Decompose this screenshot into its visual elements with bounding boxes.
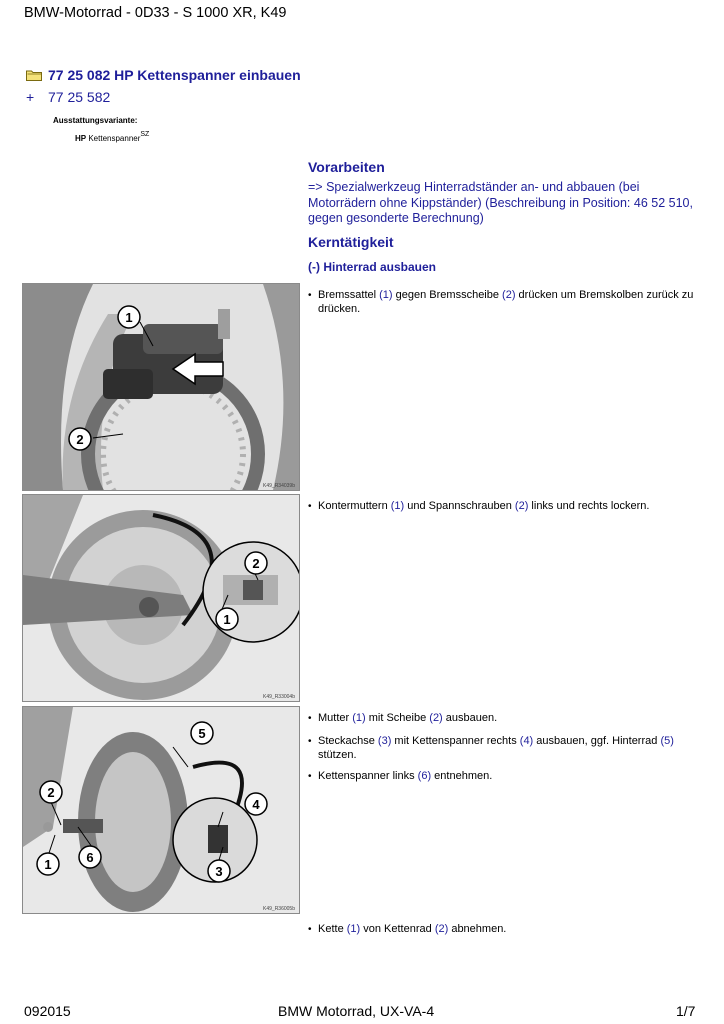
figure-brake-caliper xyxy=(22,283,300,491)
figure-label: 1 xyxy=(223,612,231,627)
figure-code: K49_R33004b xyxy=(263,694,295,700)
figure-label: 2 xyxy=(76,432,84,447)
figure-chain-adjuster xyxy=(22,494,300,702)
step-item: • Steckachse (3) mit Kettenspanner rechts (4) ausbauen, ggf. Hinterrad (5) stützen. xyxy=(308,735,674,761)
part-ref: (5) xyxy=(660,735,674,747)
figure-label: 5 xyxy=(198,726,206,741)
folder-icon xyxy=(26,69,42,81)
footer-date: 092015 xyxy=(24,1003,71,1019)
figure-label: 2 xyxy=(47,785,55,800)
step-item: • Kettenspanner links (6) entnehmen. xyxy=(308,770,493,782)
footer-publisher: BMW Motorrad, UX-VA-4 xyxy=(278,1003,435,1019)
figure-code: K49_R36005b xyxy=(263,906,295,912)
section-title xyxy=(26,67,301,83)
related-number-line xyxy=(26,89,110,105)
related-number[interactable]: 77 25 582 xyxy=(48,89,111,105)
part-ref: (2) xyxy=(429,712,443,724)
ausstattung-label: Ausstattungsvariante: xyxy=(53,116,138,125)
vorarbeiten-link[interactable]: => Spezialwerkzeug Hinterradständer an- und abbauen (bei Motorrädern ohne Kippständer) (Beschreibung in Position: 46 52 510, gegen gesonderte Berechnung) xyxy=(308,180,693,225)
part-ref: (1) xyxy=(346,923,361,935)
ausstattung-item: HP Kettenspanner$^{SZ}$ xyxy=(75,131,150,143)
part-ref: (3) xyxy=(377,735,392,747)
figure-label: 4 xyxy=(252,797,260,812)
plus-symbol: + xyxy=(26,89,35,105)
step-item: • Kontermuttern (1) und Spannschrauben (2) links und rechts lockern. xyxy=(308,500,650,512)
footer-page-number: 1/7 xyxy=(676,1003,696,1019)
kerntaetigkeit-heading: Kerntätigkeit xyxy=(308,234,394,250)
section-title-text: 77 25 082 HP Kettenspanner einbauen xyxy=(48,67,301,83)
vorarbeiten-heading: Vorarbeiten xyxy=(308,159,385,175)
part-ref: (1) xyxy=(352,712,366,724)
figure-label: 2 xyxy=(252,556,260,571)
figure-code: K49_R34039b xyxy=(263,483,295,489)
part-ref: (4) xyxy=(519,735,534,747)
part-ref: (2) xyxy=(434,923,449,935)
part-ref: (1) xyxy=(390,500,405,512)
figure-label: 6 xyxy=(86,850,94,865)
figure-label: 1 xyxy=(44,857,52,872)
figure-label: 1 xyxy=(125,310,133,325)
figure-label: 3 xyxy=(215,864,223,879)
kerntaetigkeit-subtitle: (-) Hinterrad ausbauen xyxy=(308,260,437,274)
part-ref: (6) xyxy=(417,770,432,782)
document-header-title: BMW-Motorrad - 0D33 - S 1000 XR, K49 xyxy=(24,5,287,21)
part-ref: (1) xyxy=(379,289,393,301)
step-item: • Mutter (1) mit Scheibe (2) ausbauen. xyxy=(308,712,498,724)
step-item: • Bremssattel (1) gegen Bremsscheibe (2) drücken um Bremskolben zurück zu drücken. xyxy=(308,289,694,315)
part-ref: (2) xyxy=(502,289,516,301)
figure-axle-removal xyxy=(22,706,300,914)
part-ref: (2) xyxy=(514,500,529,512)
step-item: • Kette (1) von Kettenrad (2) abnehmen. xyxy=(308,923,507,935)
